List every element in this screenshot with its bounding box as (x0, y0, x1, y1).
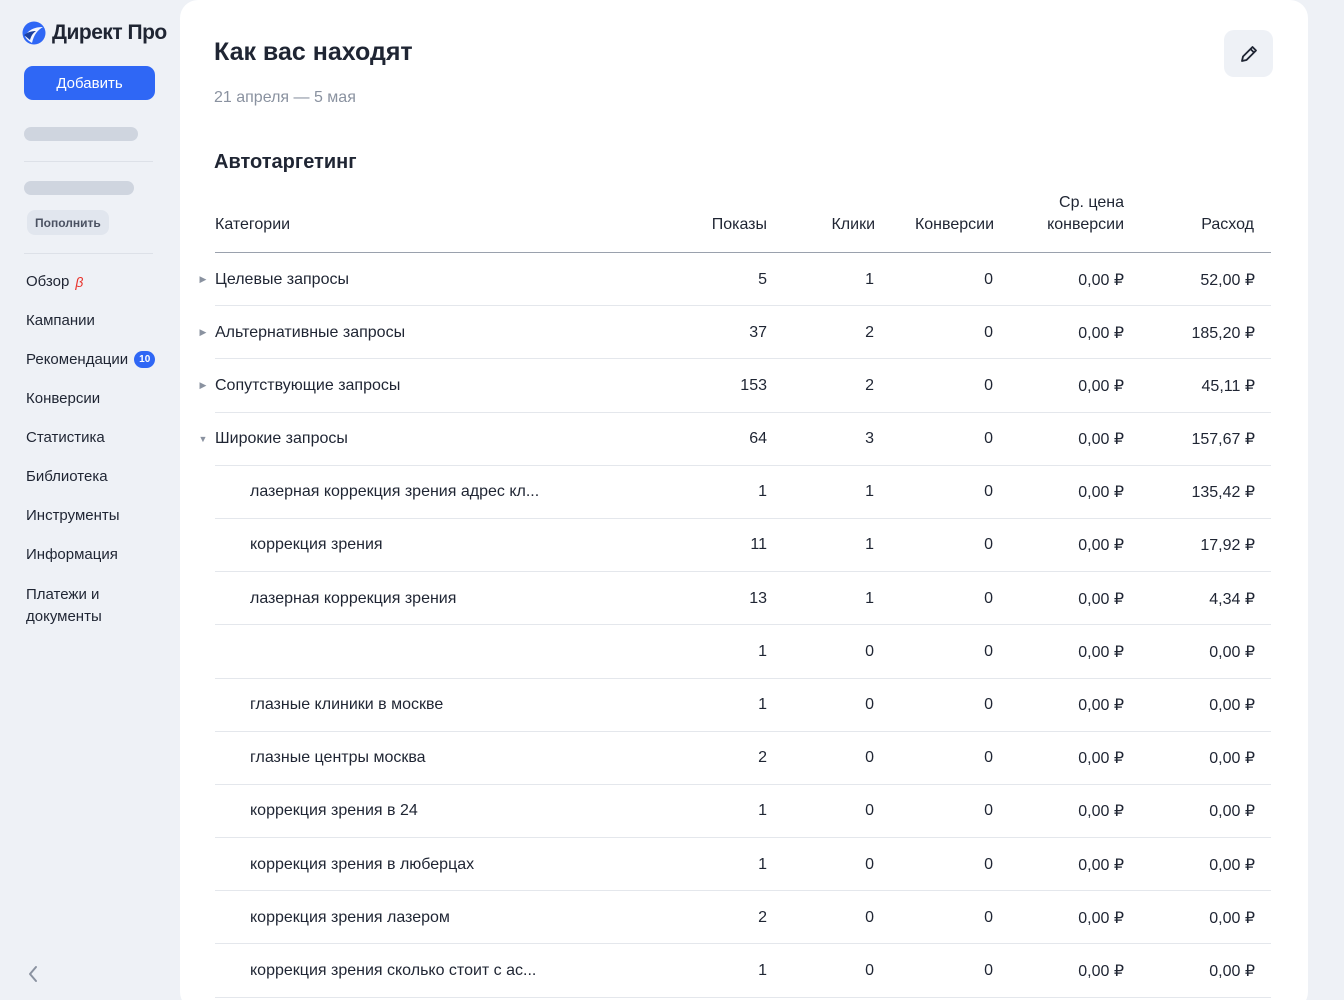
add-button[interactable]: Добавить (24, 66, 155, 100)
cell-avg-price: 0,00 ₽ (1078, 324, 1124, 342)
cell-clicks: 1 (865, 589, 874, 607)
edit-button[interactable] (1224, 30, 1273, 77)
header-avg-price[interactable] (1047, 192, 1124, 236)
cell-category: коррекция зрения в люберцах (250, 855, 475, 873)
table-row (215, 838, 1271, 891)
cell-conversions: 0 (984, 376, 993, 394)
cell-conversions: 0 (984, 908, 993, 926)
topup-button[interactable]: Пополнить (27, 210, 109, 235)
cell-spend: 185,20 ₽ (1191, 324, 1255, 342)
cell-spend: 0,00 ₽ (1209, 909, 1255, 927)
table-row (215, 944, 1271, 997)
cell-conversions: 0 (984, 749, 993, 767)
cell-avg-price: 0,00 ₽ (1078, 803, 1124, 821)
cell-avg-price: 0,00 ₽ (1078, 484, 1124, 502)
autotargeting-table (196, 190, 1271, 998)
cell-clicks: 0 (865, 908, 874, 926)
cell-impressions: 2 (758, 749, 767, 767)
cell-clicks: 3 (865, 430, 874, 448)
cell-category: Целевые запросы (215, 270, 349, 288)
sidebar-item-label: Библиотека (26, 468, 108, 485)
cell-impressions: 1 (758, 961, 767, 979)
sidebar-item-payments[interactable] (26, 584, 126, 628)
sidebar-item-label: Информация (26, 546, 118, 563)
cell-impressions: 11 (750, 536, 767, 554)
cell-clicks: 2 (865, 323, 874, 341)
cell-avg-price: 0,00 ₽ (1078, 590, 1124, 608)
cell-spend: 0,00 ₽ (1209, 750, 1255, 768)
sidebar-item-label: Рекомендации (26, 351, 129, 368)
cell-clicks: 0 (865, 802, 874, 820)
cell-category: Альтернативные запросы (215, 323, 406, 341)
divider (24, 253, 153, 254)
header-avg-price-line1: Ср. цена (1059, 194, 1124, 211)
cell-impressions: 64 (749, 430, 767, 448)
cell-spend: 0,00 ₽ (1209, 962, 1255, 980)
chevron-left-icon (26, 964, 40, 984)
beta-badge: β (75, 273, 84, 290)
cell-conversions: 0 (984, 961, 993, 979)
cell-spend: 52,00 ₽ (1200, 271, 1255, 289)
caret-right-icon[interactable]: ▶ (199, 327, 207, 338)
cell-avg-price: 0,00 ₽ (1078, 962, 1124, 980)
cell-spend: 157,67 ₽ (1191, 431, 1255, 449)
cell-impressions: 37 (749, 323, 767, 341)
cell-category: лазерная коррекция зрения адрес кл... (250, 483, 540, 501)
divider (24, 161, 153, 162)
table-row (215, 466, 1271, 519)
header-category[interactable]: Категории (215, 216, 291, 233)
cell-impressions: 1 (758, 855, 767, 873)
skeleton-placeholder (24, 181, 134, 195)
cell-category: коррекция зрения (250, 536, 383, 554)
direct-logo-icon (22, 21, 46, 45)
cell-avg-price: 0,00 ₽ (1078, 271, 1124, 289)
main-card (180, 0, 1308, 1000)
cell-clicks: 1 (865, 536, 874, 554)
header-spend[interactable]: Расход (1201, 216, 1254, 233)
sidebar (0, 0, 180, 1000)
cell-conversions: 0 (984, 536, 993, 554)
cell-category: Широкие запросы (215, 430, 348, 448)
sidebar-item-label: Статистика (26, 429, 105, 446)
cell-category: коррекция зрения сколько стоит с ас... (250, 961, 537, 979)
table-group-row[interactable] (199, 359, 1271, 412)
cell-clicks: 0 (865, 642, 874, 660)
table-group-row[interactable] (199, 253, 1271, 306)
table-row (215, 519, 1271, 572)
cell-conversions: 0 (984, 270, 993, 288)
cell-category: коррекция зрения в 24 (250, 802, 418, 820)
table-group-row[interactable] (198, 413, 1271, 466)
cell-avg-price: 0,00 ₽ (1078, 909, 1124, 927)
recommendations-count-badge: 10 (134, 351, 155, 368)
header-conversions[interactable]: Конверсии (914, 216, 994, 233)
header-clicks[interactable]: Клики (831, 216, 875, 233)
cell-impressions: 2 (758, 908, 767, 926)
header-impressions[interactable]: Показы (711, 216, 767, 233)
table-row (215, 625, 1271, 678)
cell-impressions: 5 (758, 270, 767, 288)
cell-spend: 135,42 ₽ (1191, 484, 1255, 502)
cell-avg-price: 0,00 ₽ (1078, 856, 1124, 874)
sidebar-item-label: Обзор (26, 273, 70, 290)
cell-category: коррекция зрения лазером (250, 908, 450, 926)
sidebar-item-label: Платежи и документы (26, 586, 102, 625)
cell-clicks: 0 (865, 749, 874, 767)
cell-impressions: 1 (758, 642, 767, 660)
logo-text: Директ Про (52, 21, 167, 44)
caret-down-icon[interactable]: ▼ (198, 434, 208, 445)
table-row (215, 891, 1271, 944)
table-header (215, 190, 1271, 253)
section-title: Автотаргетинг (214, 151, 357, 173)
cell-conversions: 0 (984, 589, 993, 607)
caret-right-icon[interactable]: ▶ (199, 380, 207, 391)
table-row (215, 572, 1271, 625)
cell-spend: 17,92 ₽ (1200, 537, 1255, 555)
pencil-icon (1238, 43, 1260, 65)
sidebar-item-recommendations[interactable] (26, 351, 155, 368)
collapse-sidebar-button[interactable] (26, 964, 46, 988)
cell-spend: 0,00 ₽ (1209, 697, 1255, 714)
sidebar-item-library[interactable] (26, 468, 108, 485)
cell-category: глазные центры москва (250, 749, 426, 767)
cell-category: Сопутствующие запросы (215, 376, 401, 394)
cell-impressions: 1 (758, 802, 767, 820)
page-title: Как вас находят (214, 38, 413, 66)
cell-clicks: 0 (865, 961, 874, 979)
sidebar-item-label: Инструменты (26, 507, 120, 524)
table-row (215, 785, 1271, 838)
cell-avg-price: 0,00 ₽ (1078, 643, 1124, 661)
cell-avg-price: 0,00 ₽ (1078, 431, 1124, 449)
date-range[interactable]: 21 апреля — 5 мая (214, 89, 356, 106)
header-avg-price-line2: конверсии (1047, 216, 1124, 233)
table-body (196, 253, 1271, 998)
cell-spend: 0,00 ₽ (1209, 856, 1255, 874)
cell-conversions: 0 (984, 483, 993, 501)
cell-impressions: 1 (758, 483, 767, 501)
cell-conversions: 0 (984, 323, 993, 341)
cell-clicks: 2 (865, 376, 874, 394)
cell-avg-price: 0,00 ₽ (1078, 537, 1124, 555)
cell-conversions: 0 (984, 696, 993, 713)
cell-spend: 4,34 ₽ (1209, 590, 1255, 608)
table-row (215, 732, 1271, 785)
logo[interactable] (22, 20, 167, 46)
cell-clicks: 1 (865, 483, 874, 501)
table-row (215, 679, 1271, 732)
cell-conversions: 0 (984, 642, 993, 660)
sidebar-item-label: Конверсии (26, 390, 101, 407)
cell-avg-price: 0,00 ₽ (1078, 697, 1124, 714)
cell-spend: 0,00 ₽ (1209, 643, 1255, 661)
sidebar-item-overview[interactable] (26, 273, 83, 290)
sidebar-item-statistics[interactable] (26, 429, 105, 446)
caret-right-icon[interactable]: ▶ (199, 274, 207, 284)
sidebar-item-campaigns[interactable] (26, 312, 95, 329)
cell-category: глазные клиники в москве (250, 696, 444, 713)
cell-conversions: 0 (984, 802, 993, 820)
sidebar-item-information[interactable] (26, 546, 118, 563)
cell-clicks: 1 (865, 270, 874, 288)
cell-clicks: 0 (865, 696, 874, 713)
table-group-row[interactable] (199, 306, 1271, 359)
sidebar-item-label: Кампании (26, 312, 95, 329)
cell-conversions: 0 (984, 430, 993, 448)
cell-avg-price: 0,00 ₽ (1078, 750, 1124, 768)
cell-spend: 0,00 ₽ (1209, 803, 1255, 821)
cell-impressions: 1 (758, 696, 767, 713)
cell-impressions: 153 (740, 376, 767, 394)
cell-conversions: 0 (984, 855, 993, 873)
sidebar-item-conversions[interactable] (26, 390, 100, 407)
cell-spend: 45,11 ₽ (1201, 377, 1255, 395)
cell-impressions: 13 (749, 589, 767, 607)
sidebar-item-tools[interactable] (26, 507, 120, 524)
cell-clicks: 0 (865, 855, 874, 873)
skeleton-placeholder (24, 127, 138, 141)
cell-category: лазерная коррекция зрения (250, 589, 457, 607)
cell-avg-price: 0,00 ₽ (1078, 377, 1124, 395)
